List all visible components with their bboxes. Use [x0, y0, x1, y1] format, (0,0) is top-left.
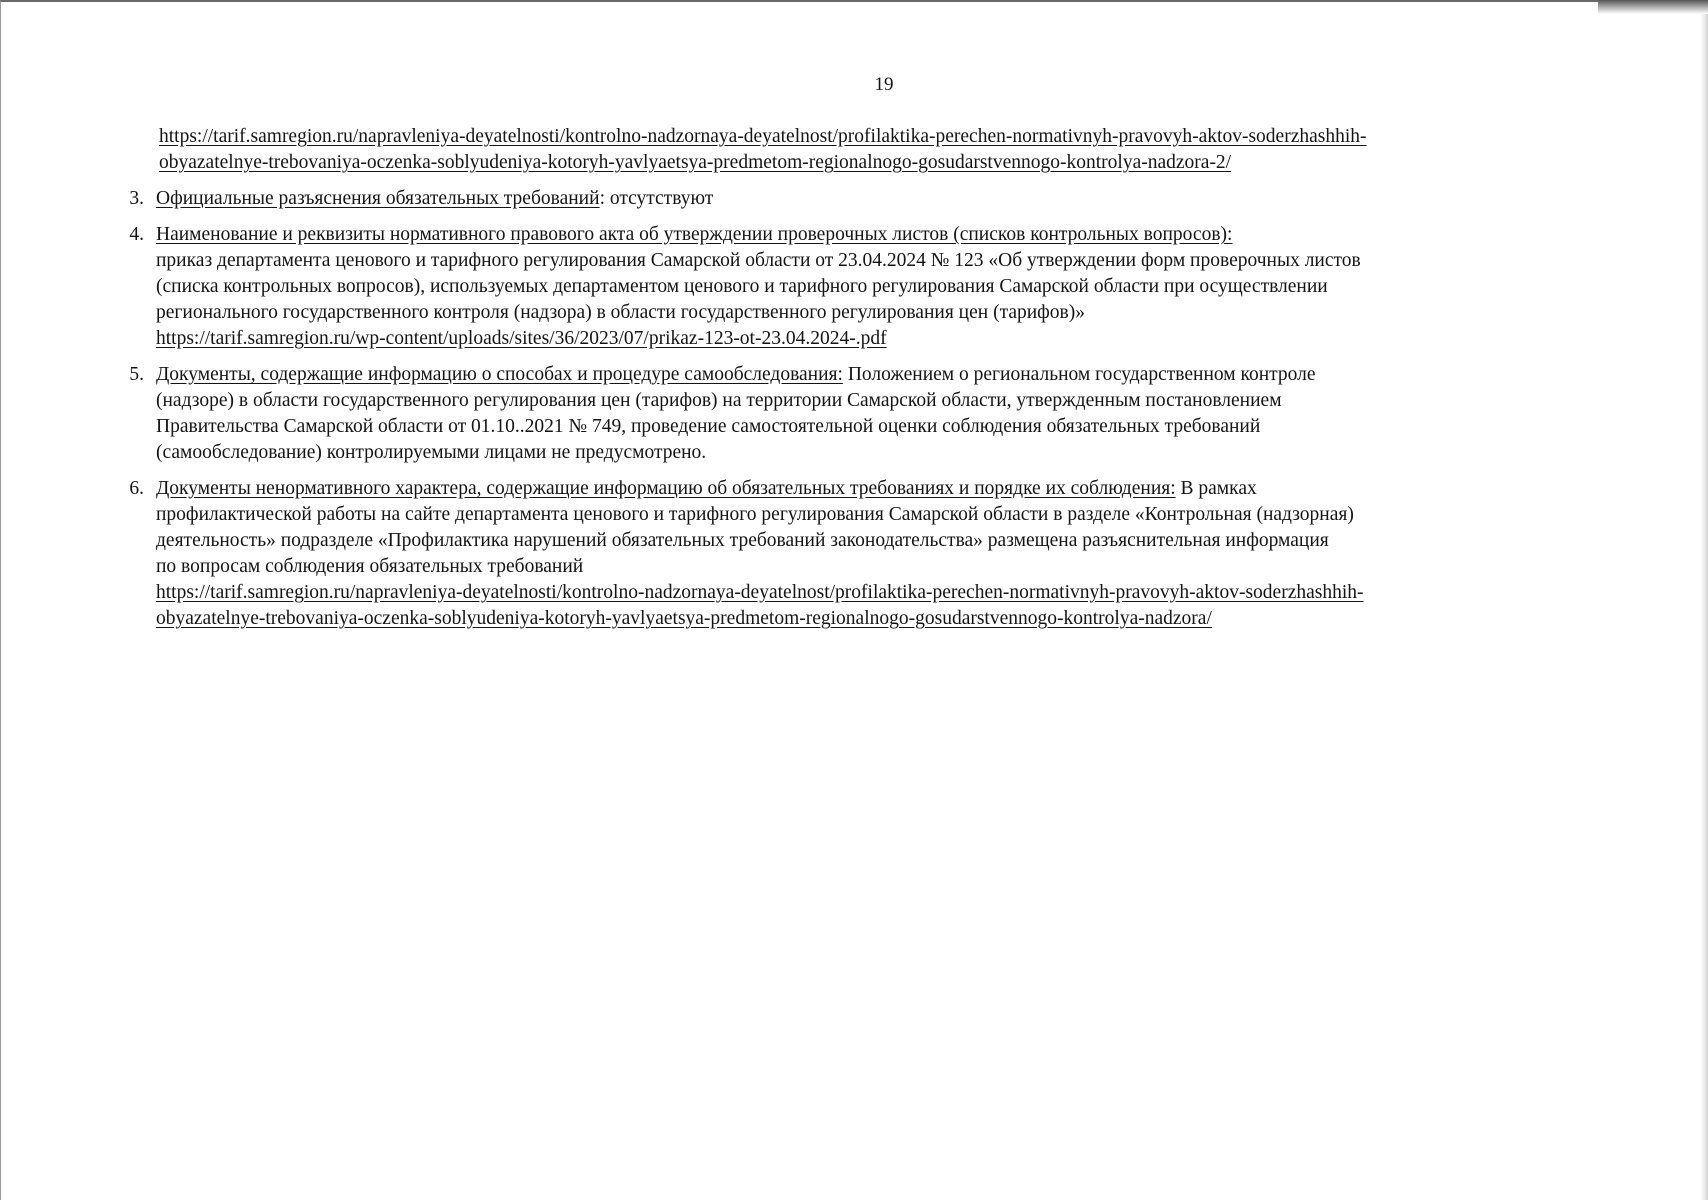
item-6-first-line-rest: В рамках — [1175, 478, 1257, 499]
scan-corner-shadow — [1598, 0, 1708, 14]
lead-link-line-1[interactable]: https://tarif.samregion.ru/napravleniya-deyatelnosti/kontrolno-nadzornaya-deyatelnost/profilaktika-perechen-normativnyh-pravovyh-aktov-soderzhashhih- — [159, 126, 1367, 147]
item-4-body-line-3: регионального государственного контроля (надзора) в области государственного регулирования цен (тарифов)» — [156, 302, 1086, 323]
item-6-body-line-2: деятельность» подразделе «Профилактика нарушений обязательных требований законодательства» размещена разъяснительная информация — [156, 530, 1329, 551]
list-item-number: 3. — [129, 188, 144, 209]
item-6-first-line — [156, 476, 1606, 502]
list-item-content — [156, 362, 1606, 466]
item-6-link-line-1[interactable]: https://tarif.samregion.ru/napravleniya-deyatelnosti/kontrolno-nadzornaya-deyatelnost/profilaktika-perechen-normativnyh-pravovyh-aktov-soderzhashhih- — [156, 582, 1364, 603]
list-item-number: 4. — [129, 224, 144, 245]
item-6-heading: Документы ненормативного характера, содержащие информацию об обязательных требованиях и порядке их соблюдения: — [156, 478, 1176, 499]
item-6-link-line-2[interactable]: obyazatelnye-trebovaniya-oczenka-soblyudeniya-kotoryh-yavlyaetsya-predmetom-regionalnogo-gosudarstvennogo-kontrolya-nadzora/ — [156, 608, 1212, 629]
item-5-first-line — [156, 362, 1606, 388]
item-6-body-line-3: по вопросам соблюдения обязательных требований — [156, 556, 584, 577]
item-4-link[interactable]: https://tarif.samregion.ru/wp-content/uploads/sites/36/2023/07/prikaz-123-ot-23.04.2024-.pdf — [156, 328, 887, 349]
item-5-body-line-3: (самообследование) контролируемыми лицами не предусмотрено. — [156, 442, 707, 463]
item-6-body-line-1: профилактической работы на сайте департамента ценового и тарифного регулирования Самарской области в разделе «Контрольная (надзорная) — [156, 504, 1354, 525]
item-4-body-line-2: (списка контрольных вопросов), используемых департаментом ценового и тарифного регулирования Самарской области при осуществлении — [156, 276, 1328, 297]
list-item-number: 6. — [129, 478, 144, 499]
list-item-content — [156, 476, 1606, 632]
item-5-body-line-2: Правительства Самарской области от 01.10..2021 № 749, проведение самостоятельной оценки соблюдения обязательных требований — [156, 416, 1261, 437]
lead-link-block — [159, 124, 1610, 176]
list-item-content — [156, 222, 1606, 352]
list-item-content — [156, 186, 1606, 212]
item-3-value: : отсутствуют — [599, 188, 714, 209]
list-item-4 — [110, 222, 1610, 352]
item-3-heading: Официальные разъяснения обязательных требований — [156, 188, 600, 209]
scan-edge-shadow — [1700, 0, 1708, 1200]
list-item-5 — [110, 362, 1610, 466]
page-number: 19 — [874, 74, 894, 95]
lead-link-line-2[interactable]: obyazatelnye-trebovaniya-oczenka-soblyudeniya-kotoryh-yavlyaetsya-predmetom-regionalnogo-gosudarstvennogo-kontrolya-nadzora-2/ — [159, 152, 1232, 173]
item-4-body-line-1: приказ департамента ценового и тарифного регулирования Самарской области от 23.04.2024 № 123 «Об утверждении форм проверочных листов — [156, 250, 1361, 271]
list-item-3 — [110, 186, 1610, 212]
item-5-first-line-rest: Положением о региональном государственном контроле — [842, 364, 1316, 385]
item-5-heading: Документы, содержащие информацию о способах и процедуре самообследования: — [156, 364, 843, 385]
item-5-body-line-1: (надзоре) в области государственного регулирования цен (тарифов) на территории Самарской области, утвержденным постановлением — [156, 390, 1282, 411]
list-item-6 — [110, 476, 1610, 632]
document-body — [110, 124, 1610, 642]
list-item-number: 5. — [129, 364, 144, 385]
item-4-heading: Наименование и реквизиты нормативного правового акта об утверждении проверочных листов (списков контрольных вопросов): — [156, 224, 1233, 245]
